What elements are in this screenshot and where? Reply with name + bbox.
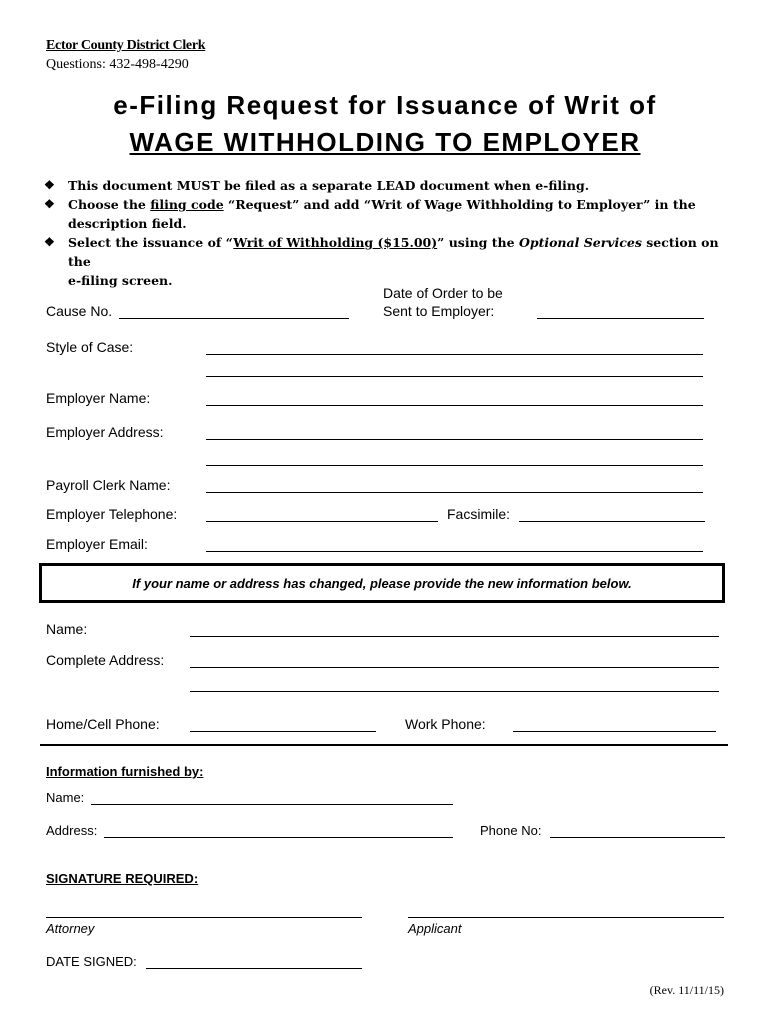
optional-services-text: Optional Services bbox=[518, 235, 642, 250]
style-of-case-label: Style of Case: bbox=[46, 339, 134, 355]
signature-required-heading: SIGNATURE REQUIRED: bbox=[46, 871, 199, 886]
style-of-case-field-2[interactable] bbox=[206, 376, 703, 377]
payroll-clerk-label: Payroll Clerk Name: bbox=[46, 477, 171, 493]
name-label: Name: bbox=[46, 621, 88, 637]
questions-phone: Questions: 432-498-4290 bbox=[46, 57, 189, 72]
furnished-address-field[interactable] bbox=[104, 837, 453, 838]
form-title-line2 bbox=[0, 127, 770, 158]
employer-address-label: Employer Address: bbox=[46, 424, 164, 440]
section-divider bbox=[40, 744, 728, 746]
instruction-text: ” using the bbox=[437, 235, 519, 250]
date-signed-field[interactable] bbox=[146, 968, 362, 969]
instruction-text: description field. bbox=[68, 216, 187, 231]
furnished-phone-label: Phone No: bbox=[480, 823, 542, 838]
employer-name-field[interactable] bbox=[206, 405, 703, 406]
date-of-order-field[interactable] bbox=[537, 318, 704, 319]
filing-code-text: filing code bbox=[150, 197, 224, 212]
revision-date: (Rev. 11/11/15) bbox=[649, 983, 724, 997]
employer-telephone-label: Employer Telephone: bbox=[46, 506, 178, 522]
instruction-item bbox=[44, 233, 734, 290]
date-of-order-label-1: Date of Order to be bbox=[383, 285, 503, 301]
instruction-text: Choose the bbox=[68, 197, 151, 212]
instruction-text: This document MUST be filed as a separate LEAD document when e-filing. bbox=[68, 178, 590, 193]
writ-fee-text: Writ of Withholding ($15.00) bbox=[233, 235, 438, 250]
instruction-text: Select the issuance of “ bbox=[68, 235, 234, 250]
cause-no-field[interactable] bbox=[119, 318, 349, 319]
diamond-bullet-icon: ❖ bbox=[44, 197, 55, 211]
name-change-notice: If your name or address has changed, please provide the new information below. bbox=[132, 575, 632, 591]
date-signed-label: DATE SIGNED: bbox=[46, 954, 137, 969]
complete-address-field[interactable] bbox=[190, 667, 719, 668]
attorney-label: Attorney bbox=[46, 921, 95, 936]
name-change-notice-box bbox=[39, 563, 725, 603]
employer-address-field[interactable] bbox=[206, 439, 703, 440]
applicant-signature-line[interactable] bbox=[408, 917, 724, 918]
work-phone-field[interactable] bbox=[513, 731, 716, 732]
complete-address-field-2[interactable] bbox=[190, 691, 719, 692]
furnished-phone-field[interactable] bbox=[550, 837, 725, 838]
furnished-address-label: Address: bbox=[46, 823, 98, 838]
instructions-list bbox=[44, 176, 734, 290]
instruction-item bbox=[44, 176, 734, 195]
employer-email-field[interactable] bbox=[206, 551, 703, 552]
employer-address-field-2[interactable] bbox=[206, 465, 703, 466]
employer-telephone-field[interactable] bbox=[206, 521, 438, 522]
instruction-text: section on the bbox=[68, 235, 719, 269]
clerk-name: Ector County District Clerk bbox=[46, 38, 206, 53]
cause-no-label: Cause No. bbox=[46, 303, 113, 319]
diamond-bullet-icon: ❖ bbox=[44, 178, 55, 192]
information-furnished-heading: Information furnished by: bbox=[46, 764, 204, 779]
employer-name-label: Employer Name: bbox=[46, 390, 151, 406]
furnished-name-field[interactable] bbox=[91, 804, 453, 805]
home-cell-phone-label: Home/Cell Phone: bbox=[46, 716, 160, 732]
date-of-order-label-2: Sent to Employer: bbox=[383, 303, 495, 319]
facsimile-label: Facsimile: bbox=[447, 506, 511, 522]
complete-address-label: Complete Address: bbox=[46, 652, 165, 668]
style-of-case-field[interactable] bbox=[206, 354, 703, 355]
applicant-label: Applicant bbox=[408, 921, 462, 936]
employer-email-label: Employer Email: bbox=[46, 536, 148, 552]
form-title-line2-text: WAGE WITHHOLDING TO EMPLOYER bbox=[129, 127, 641, 157]
diamond-bullet-icon: ❖ bbox=[44, 235, 55, 249]
work-phone-label: Work Phone: bbox=[405, 716, 486, 732]
attorney-signature-line[interactable] bbox=[46, 917, 362, 918]
facsimile-field[interactable] bbox=[519, 521, 705, 522]
furnished-name-label: Name: bbox=[46, 790, 85, 805]
instruction-item bbox=[44, 195, 734, 233]
form-title-line1: e-Filing Request for Issuance of Writ of bbox=[113, 90, 657, 120]
payroll-clerk-field[interactable] bbox=[206, 492, 703, 493]
instruction-text: e-filing screen. bbox=[68, 273, 173, 288]
name-field[interactable] bbox=[190, 636, 719, 637]
home-cell-phone-field[interactable] bbox=[190, 731, 376, 732]
instruction-text: “Request” and add “Writ of Wage Withholding to Employer” in the bbox=[223, 197, 696, 212]
